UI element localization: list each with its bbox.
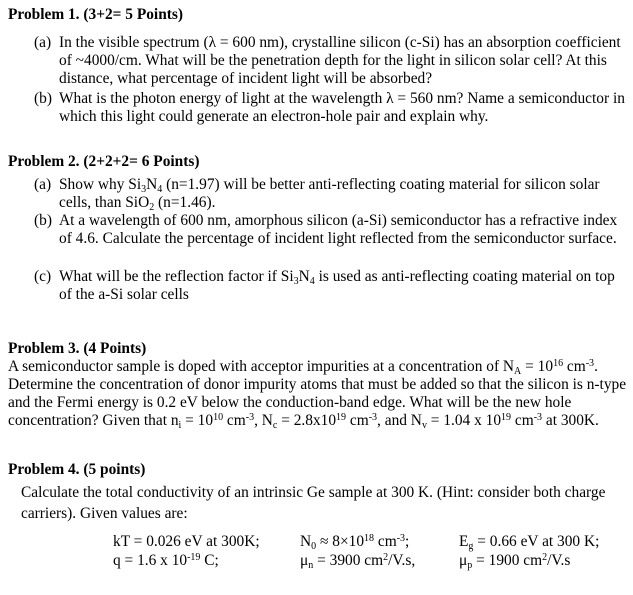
problem-2a	[34, 176, 631, 212]
superscript: 2	[383, 552, 389, 563]
subscript: i	[178, 420, 182, 431]
superscript: 19	[336, 412, 347, 423]
superscript: -3	[368, 412, 378, 423]
superscript: 2	[542, 552, 548, 563]
text-run: = 2.8x10	[277, 412, 337, 429]
subscript: 4	[309, 276, 315, 287]
text-run: N	[298, 268, 310, 285]
text-run: (n=1.97) will be better anti-reflecting coating material for silicon solar cells, than SiO	[59, 176, 600, 211]
text-run: N	[146, 176, 158, 193]
item-label: (b)	[34, 212, 52, 229]
subscript: v	[421, 420, 427, 431]
text-run: = 1900 cm	[472, 552, 543, 569]
subscript: A	[514, 366, 522, 377]
text-run: μ	[300, 552, 309, 569]
superscript: -3	[585, 358, 595, 369]
text-run: = 10	[181, 412, 214, 429]
given-mu-n	[300, 552, 415, 570]
text-run: cm	[346, 412, 369, 429]
given-mu-p	[459, 552, 570, 570]
problem-1b	[34, 90, 631, 126]
item-label: (c)	[34, 268, 52, 285]
text-run: (n=1.46).	[154, 194, 216, 211]
text-run: , and N	[377, 412, 422, 429]
subscript: 3	[141, 184, 147, 195]
problem-2c-text	[59, 268, 631, 304]
subscript: 2	[149, 202, 155, 213]
problem-1b-text: What is the photon energy of light at the wavelength λ = 560 nm? Name a semiconductor in which this light could generate an electron-hole pair and explain why.	[59, 90, 625, 125]
problem-1-title: Problem 1. (3+2= 5 Points)	[8, 6, 183, 23]
subscript: 3	[293, 276, 299, 287]
problem-3-title: Problem 3. (4 Points)	[8, 340, 147, 357]
text-run: = 1.04 x 10	[426, 412, 502, 429]
problem-4-text: Calculate the total conductivity of an intrinsic Ge sample at 300 K. (Hint: consider both charge carriers). Given values are:	[21, 484, 606, 522]
superscript: 18	[364, 533, 375, 544]
superscript: -3	[245, 412, 255, 423]
subscript: c	[272, 420, 278, 431]
given-n0	[300, 533, 409, 551]
text-run: q = 1.6 x 10	[113, 552, 188, 569]
text-run: /V.s,	[388, 552, 416, 569]
item-label: (a)	[34, 176, 52, 193]
text-run: cm	[223, 412, 246, 429]
given-kt: kT = 0.026 eV at 300K;	[113, 533, 260, 550]
text-run: ;	[405, 533, 410, 550]
text-run: C;	[200, 552, 219, 569]
subscript: g	[468, 541, 474, 552]
text-run: cm	[511, 412, 534, 429]
problem-3-text	[8, 358, 629, 430]
text-run: , N	[254, 412, 273, 429]
text-run: A semiconductor sample is doped with acceptor impurities at a concentration of N	[8, 358, 515, 375]
given-eg	[459, 533, 599, 551]
text-run: ≈ 8×10	[316, 533, 365, 550]
text-run: /V.s	[547, 552, 571, 569]
problem-2b	[34, 212, 631, 248]
text-run: cm	[563, 358, 586, 375]
subscript: n	[308, 560, 314, 571]
text-run: is used as anti-reflecting coating material on top of the a-Si solar cells	[59, 268, 615, 303]
text-run: What will be the reflection factor if Si	[59, 268, 294, 285]
superscript: 16	[553, 358, 564, 369]
text-run: . Determine the concentration of donor impurity atoms that must be added so that the silicon is n-type and the Fermi energy is 0.2 eV below the conduction-band edge. What will be the new hole concentration? Given that n	[8, 358, 627, 429]
text-run: at 300K.	[542, 412, 599, 429]
text-run: μ	[459, 552, 468, 569]
problem-1a-text: In the visible spectrum (λ = 600 nm), crystalline silicon (c-Si) has an absorption coefficient of ~4000/cm. What will be the penetration depth for the light in silicon solar cell? At this distance, what percentage of incident light will be absorbed?	[59, 34, 621, 87]
superscript: -3	[533, 412, 543, 423]
problem-2a-text	[59, 176, 631, 212]
subscript: p	[467, 560, 473, 571]
text-run: cm	[374, 533, 397, 550]
problem-2-title: Problem 2. (2+2+2= 6 Points)	[8, 153, 200, 170]
text-run: = 10	[521, 358, 554, 375]
superscript: -19	[187, 552, 201, 563]
superscript: 19	[501, 412, 512, 423]
text-run: = 0.66 eV at 300 K;	[473, 533, 600, 550]
text-run: E	[459, 533, 469, 550]
text-run: = 3900 cm	[313, 552, 384, 569]
item-label: (b)	[34, 90, 52, 107]
problem-2b-text: At a wavelength of 600 nm, amorphous silicon (a-Si) semiconductor has a refractive index of 4.6. Calculate the percentage of incident light reflected from the semiconductor surface.	[59, 212, 618, 247]
problem-1a	[34, 34, 631, 88]
item-label: (a)	[34, 34, 52, 51]
superscript: -3	[396, 533, 406, 544]
subscript: 0	[311, 541, 317, 552]
text-run: N	[300, 533, 312, 550]
problem-2c	[34, 268, 631, 304]
superscript: 10	[213, 412, 224, 423]
text-run: Show why Si	[59, 176, 142, 193]
given-q	[113, 552, 219, 570]
subscript: 4	[157, 184, 163, 195]
problem-4-title: Problem 4. (5 points)	[8, 461, 146, 478]
